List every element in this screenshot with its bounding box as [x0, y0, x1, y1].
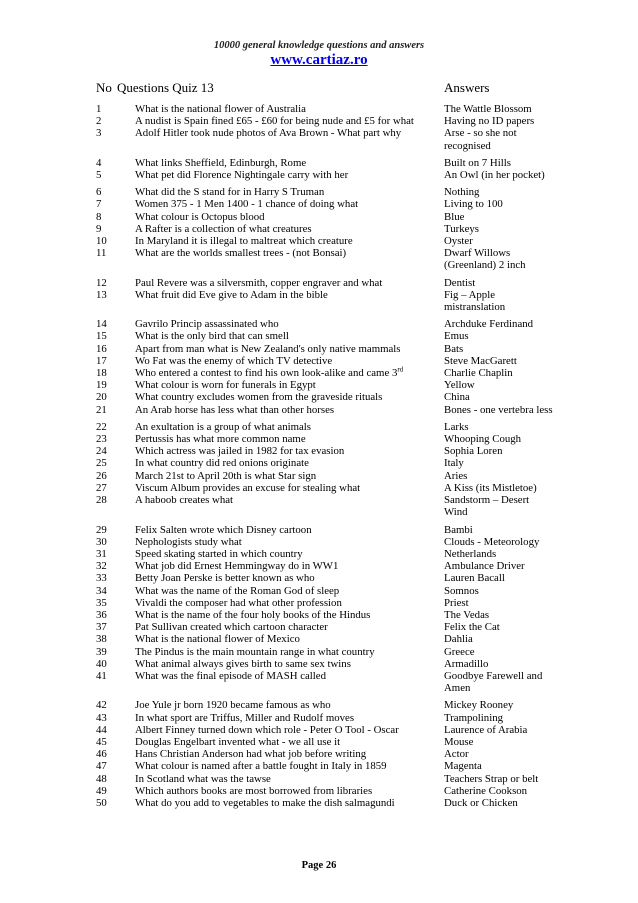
question-text: [135, 169, 440, 181]
question-number: 44: [96, 723, 107, 736]
question-text: [135, 494, 440, 506]
question-text: [135, 318, 440, 330]
question-text-main: What was the name of the Roman God of sleep: [135, 584, 340, 597]
quiz-row: [0, 289, 638, 313]
question-text-main: What colour is Octopus blood: [135, 210, 265, 223]
question-text: [135, 343, 440, 355]
quiz-row: [0, 773, 638, 785]
answer-text: Archduke Ferdinand: [444, 318, 534, 331]
question-number: 28: [96, 494, 107, 507]
question-text-main: What country excludes women from the graveside rituals: [135, 391, 383, 404]
question-text: [135, 597, 440, 609]
question-number: 26: [96, 469, 107, 482]
question-text-main: What colour is named after a battle fought in Italy in 1859: [135, 760, 387, 773]
question-text: [135, 103, 440, 115]
question-text: [135, 699, 440, 711]
question-text-main: Felix Salten wrote which Disney cartoon: [135, 523, 312, 536]
question-text: [135, 560, 440, 572]
quiz-row: [0, 482, 638, 494]
question-number: 34: [96, 584, 107, 597]
question-number: 2: [96, 115, 102, 128]
answer-text: Blue: [444, 210, 465, 223]
question-text: [135, 482, 440, 494]
question-text: [135, 736, 440, 748]
question-text-main: In what country did red onions originate: [135, 457, 309, 470]
question-number: 13: [96, 288, 107, 301]
question-text-main: Gavrilo Princip assassinated who: [135, 318, 279, 331]
question-number: 9: [96, 222, 102, 235]
question-text: [135, 572, 440, 584]
question-number: 50: [96, 796, 107, 809]
quiz-row: [0, 609, 638, 621]
quiz-row: [0, 585, 638, 597]
quiz-row: [0, 391, 638, 403]
quiz-row: [0, 699, 638, 711]
question-number: 17: [96, 354, 107, 367]
question-text: [135, 379, 440, 391]
answer-text: The Vedas: [444, 608, 490, 621]
question-text: [135, 186, 440, 198]
question-text-main: Pat Sullivan created which cartoon character: [135, 621, 328, 634]
question-number: 12: [96, 276, 107, 289]
question-text: [135, 115, 440, 127]
answer-text: Mickey Rooney: [444, 699, 514, 712]
question-text-main: Speed skating started in which country: [135, 547, 303, 560]
answer-text: Fig – Apple mistranslation: [444, 288, 506, 314]
answer-text: Yellow: [444, 379, 475, 392]
question-text-main: What pet did Florence Nightingale carry with her: [135, 169, 349, 182]
question-text-main: What is the name of the four holy books of the Hindus: [135, 608, 371, 621]
question-text-main: A nudist is Spain fined £65 - £60 for being nude and £5 for what: [135, 115, 414, 128]
question-text-main: Joe Yule jr born 1920 became famous as who: [135, 699, 331, 712]
question-text-main: What is the only bird that can smell: [135, 330, 289, 343]
quiz-row: [0, 494, 638, 518]
question-text: [135, 367, 440, 379]
question-text-main: In Maryland it is illegal to maltreat which creature: [135, 235, 353, 248]
question-number: 25: [96, 457, 107, 470]
quiz-row: [0, 470, 638, 482]
answer-text: Dahlia: [444, 633, 473, 646]
question-text-main: Douglas Engelbart invented what - we all use it: [135, 735, 341, 748]
answer-text: Sophia Loren: [444, 445, 503, 458]
question-number: 40: [96, 657, 107, 670]
question-text-main: What animal always gives birth to same sex twins: [135, 657, 351, 670]
question-text: [135, 404, 440, 416]
answer-text: Bambi: [444, 523, 473, 536]
question-text: [135, 223, 440, 235]
quiz-row: [0, 646, 638, 658]
question-text: [135, 646, 440, 658]
answer-text: Netherlands: [444, 547, 497, 560]
quiz-row: [0, 115, 638, 127]
quiz-row: [0, 404, 638, 416]
answer-text: Teachers Strap or belt: [444, 772, 539, 785]
question-text: [135, 585, 440, 597]
question-text-main: What is the national flower of Mexico: [135, 633, 300, 646]
question-text: [135, 355, 440, 367]
question-number: 42: [96, 699, 107, 712]
quiz-row: [0, 621, 638, 633]
answer-text: Duck or Chicken: [444, 796, 518, 809]
question-text-main: The Pindus is the main mountain range in what country: [135, 645, 375, 658]
question-number: 21: [96, 403, 107, 416]
quiz-row: [0, 560, 638, 572]
quiz-row: [0, 797, 638, 809]
quiz-row: [0, 157, 638, 169]
quiz-row: [0, 433, 638, 445]
question-text-main: What job did Ernest Hemmingway do in WW1: [135, 560, 339, 573]
question-text-main: Women 375 - 1 Men 1400 - 1 chance of doing what: [135, 198, 359, 211]
question-number: 27: [96, 481, 107, 494]
column-header-answers: Answers: [444, 80, 490, 95]
question-number: 30: [96, 535, 107, 548]
question-number: 43: [96, 711, 107, 724]
quiz-row: [0, 343, 638, 355]
answer-text: Actor: [444, 748, 469, 761]
answer-text: Steve MacGarett: [444, 354, 517, 367]
question-number: 38: [96, 633, 107, 646]
quiz-row: [0, 736, 638, 748]
quiz-row: [0, 597, 638, 609]
quiz-row: [0, 169, 638, 181]
document-header-title: 10000 general knowledge questions and answers: [213, 40, 425, 51]
question-number: 23: [96, 433, 107, 446]
quiz-row: [0, 235, 638, 247]
answer-text: Mouse: [444, 735, 474, 748]
question-text-main: Wo Fat was the enemy of which TV detective: [135, 354, 333, 367]
answer-text: Greece: [444, 645, 475, 658]
quiz-row: [0, 785, 638, 797]
answer-text: Arse - so she not recognised: [444, 127, 517, 152]
answer-text: Dentist: [444, 276, 476, 289]
quiz-table: [0, 103, 638, 809]
answer-text: Turkeys: [444, 222, 480, 235]
question-text-main: A haboob creates what: [135, 494, 234, 507]
question-text: [135, 658, 440, 670]
answer-text: Having no ID papers: [444, 115, 535, 128]
question-number: 35: [96, 596, 107, 609]
question-text-main: Nephologists study what: [135, 535, 242, 548]
answer-text: Dwarf Willows (Greenland) 2 inch: [444, 247, 526, 272]
question-text: [135, 433, 440, 445]
question-text: [135, 724, 440, 736]
quiz-row: [0, 724, 638, 736]
question-text-main: Vivaldi the composer had what other profession: [135, 596, 342, 609]
quiz-row: [0, 186, 638, 198]
quiz-row: [0, 355, 638, 367]
quiz-row: [0, 536, 638, 548]
question-text-main: An exultation is a group of what animals: [135, 420, 312, 433]
question-number: 29: [96, 523, 107, 536]
question-number: 49: [96, 784, 107, 797]
answer-text: Nothing: [444, 186, 480, 199]
question-text-main: A Rafter is a collection of what creatures: [135, 222, 312, 235]
question-text: [135, 536, 440, 548]
website-link[interactable]: www.cartiaz.ro: [270, 52, 368, 68]
answer-text: Whooping Cough: [444, 433, 522, 446]
question-text: [135, 524, 440, 536]
answer-text: Bones - one vertebra less: [444, 403, 553, 416]
quiz-row: [0, 318, 638, 330]
answer-text: An Owl (in her pocket): [444, 169, 545, 182]
quiz-row: [0, 330, 638, 342]
question-text-main: Paul Revere was a silversmith, copper engraver and what: [135, 276, 383, 289]
answer-text: The Wattle Blossom: [444, 103, 532, 115]
question-number: 20: [96, 391, 107, 404]
answer-text: Charlie Chaplin: [444, 367, 513, 380]
page-number: Page 26: [301, 860, 337, 871]
question-text: [135, 211, 440, 223]
question-text-main: Which authors books are most borrowed from libraries: [135, 784, 373, 797]
question-number: 47: [96, 760, 107, 773]
quiz-row: [0, 103, 638, 115]
question-text-main: What did the S stand for in Harry S Truman: [135, 186, 325, 199]
question-text: [135, 157, 440, 169]
question-text: [135, 277, 440, 289]
question-text: [135, 247, 440, 259]
question-text-main: What was the final episode of MASH called: [135, 669, 326, 682]
question-number: 36: [96, 608, 107, 621]
question-text-main: What are the worlds smallest trees - (not Bonsai): [135, 247, 347, 260]
question-text: [135, 760, 440, 772]
question-text: [135, 797, 440, 809]
question-text-main: In Scotland what was the tawse: [135, 772, 271, 785]
question-text-main: Pertussis has what more common name: [135, 433, 306, 446]
column-header-questions: Questions Quiz 13: [117, 80, 214, 95]
question-number: 14: [96, 318, 107, 331]
question-text-main: In what sport are Triffus, Miller and Rudolf moves: [135, 711, 355, 724]
question-number: 41: [96, 669, 107, 682]
question-text-main: Viscum Album provides an excuse for stealing what: [135, 481, 361, 494]
question-text: [135, 470, 440, 482]
question-text: [135, 457, 440, 469]
question-text-main: Albert Finney turned down which role - Peter O Tool - Oscar: [135, 723, 399, 736]
answer-text: Emus: [444, 330, 469, 343]
question-text-main: What fruit did Eve give to Adam in the bible: [135, 288, 328, 301]
answer-text: Catherine Cookson: [444, 784, 528, 797]
question-text: [135, 235, 440, 247]
question-text: [135, 330, 440, 342]
answer-text: Magenta: [444, 760, 482, 773]
quiz-row: [0, 127, 638, 151]
answer-text: A Kiss (its Mistletoe): [444, 481, 537, 494]
question-text-main: What links Sheffield, Edinburgh, Rome: [135, 156, 307, 169]
question-number: 19: [96, 379, 107, 392]
quiz-row: [0, 633, 638, 645]
question-text-main: What colour is worn for funerals in Egypt: [135, 379, 316, 392]
answer-text: Built on 7 Hills: [444, 156, 511, 169]
question-text: [135, 785, 440, 797]
question-number: 24: [96, 445, 107, 458]
quiz-row: [0, 247, 638, 271]
question-number: 5: [96, 169, 102, 182]
question-text-main: March 21st to April 20th is what Star sign: [135, 469, 317, 482]
question-number: 48: [96, 772, 107, 785]
answer-text: Goodbye Farewell and Amen: [444, 669, 543, 695]
question-number: 15: [96, 330, 107, 343]
question-text-main: An Arab horse has less what than other horses: [135, 403, 335, 416]
answer-text: Clouds - Meteorology: [444, 535, 540, 548]
answer-text: Armadillo: [444, 657, 489, 670]
question-number: 16: [96, 342, 107, 355]
quiz-row: [0, 421, 638, 433]
quiz-row: [0, 548, 638, 560]
quiz-row: [0, 445, 638, 457]
question-number: 45: [96, 735, 107, 748]
question-text: [135, 391, 440, 403]
quiz-row: [0, 211, 638, 223]
question-number: 10: [96, 235, 107, 248]
answer-text: Sandstorm – Desert Wind: [444, 494, 530, 519]
question-text: [135, 748, 440, 760]
question-text-main: Which actress was jailed in 1982 for tax evasion: [135, 445, 345, 458]
question-number: 33: [96, 572, 107, 585]
question-text: [135, 127, 440, 139]
question-text-main: What do you add to vegetables to make the dish salmagundi: [135, 796, 395, 809]
quiz-row: [0, 379, 638, 391]
quiz-row: [0, 223, 638, 235]
answer-text: Bats: [444, 342, 464, 355]
question-text-main: Adolf Hitler took nude photos of Ava Brown - What part why: [135, 127, 402, 140]
question-text-main: Hans Christian Anderson had what job before writing: [135, 748, 367, 761]
question-text: [135, 712, 440, 724]
question-text: [135, 633, 440, 645]
quiz-row: [0, 572, 638, 584]
quiz-row: [0, 198, 638, 210]
question-number: 46: [96, 748, 107, 761]
question-number: 8: [96, 210, 102, 223]
question-number: 39: [96, 645, 107, 658]
question-number: 4: [96, 156, 102, 169]
question-text-main: What is the national flower of Australia: [135, 103, 306, 115]
quiz-row: [0, 712, 638, 724]
question-text: [135, 773, 440, 785]
question-number: 7: [96, 198, 102, 211]
question-number: 37: [96, 621, 107, 634]
question-number: 11: [96, 247, 107, 260]
quiz-row: [0, 524, 638, 536]
question-text: [135, 198, 440, 210]
question-text: [135, 670, 440, 682]
question-number: 3: [96, 127, 102, 140]
answer-text: Laurence of Arabia: [444, 723, 528, 736]
question-text: [135, 445, 440, 457]
quiz-row: [0, 658, 638, 670]
column-header-no: No: [96, 80, 112, 95]
answer-text: Living to 100: [444, 198, 503, 211]
quiz-row: [0, 457, 638, 469]
answer-text: Italy: [444, 457, 464, 470]
question-number: 18: [96, 367, 107, 380]
answer-text: Priest: [444, 596, 469, 609]
answer-text: Lauren Bacall: [444, 572, 505, 585]
answer-text: Oyster: [444, 235, 473, 248]
question-superscript: rd: [397, 365, 404, 374]
quiz-row: [0, 760, 638, 772]
question-text-main: Betty Joan Perske is better known as who: [135, 572, 315, 585]
question-number: 6: [96, 186, 102, 199]
answer-text: Larks: [444, 420, 469, 433]
quiz-row: [0, 748, 638, 760]
question-number: 31: [96, 547, 107, 560]
quiz-row: [0, 277, 638, 289]
answer-text: Trampolining: [444, 711, 503, 724]
answer-text: Felix the Cat: [444, 621, 500, 634]
question-text: [135, 289, 440, 301]
question-text-main: Who entered a contest to find his own look-alike and came 3: [135, 367, 398, 380]
question-number: 32: [96, 560, 107, 573]
question-text: [135, 609, 440, 621]
question-number: 1: [96, 103, 102, 115]
question-text: [135, 421, 440, 433]
question-text: [135, 621, 440, 633]
question-number: 22: [96, 420, 107, 433]
answer-text: China: [444, 391, 470, 404]
question-text: [135, 548, 440, 560]
quiz-row: [0, 367, 638, 379]
answer-text: Ambulance Driver: [444, 560, 525, 573]
question-text-main: Apart from man what is New Zealand's only native mammals: [135, 342, 401, 355]
answer-text: Somnos: [444, 584, 479, 597]
answer-text: Aries: [444, 469, 468, 482]
quiz-row: [0, 670, 638, 694]
